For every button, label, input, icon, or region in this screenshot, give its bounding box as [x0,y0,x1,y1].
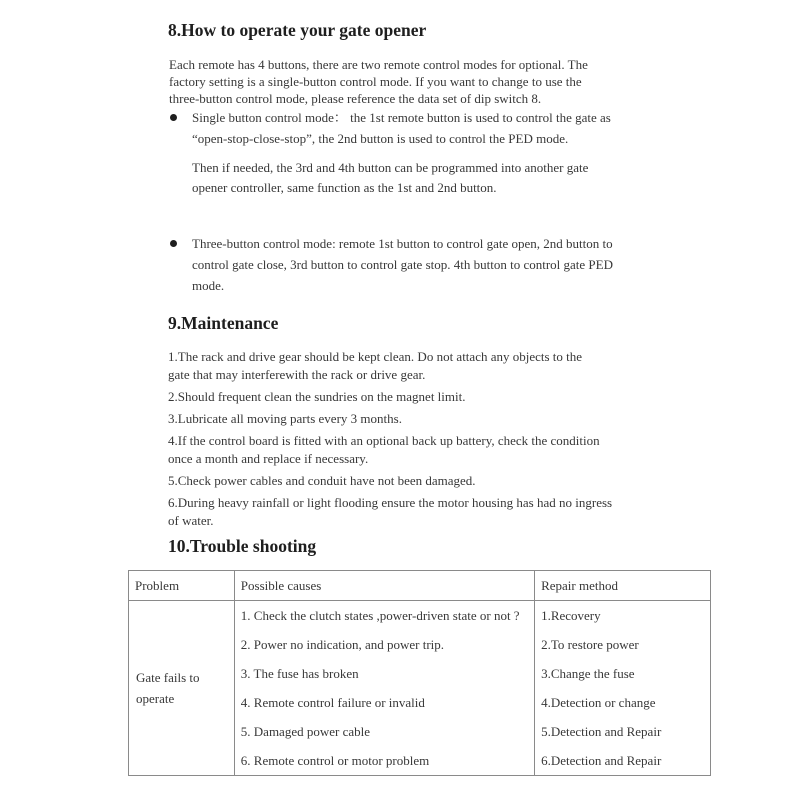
bullet-icon [170,240,177,247]
maintenance-item-1-line-2: gate that may interferewith the rack or drive gear. [168,367,426,382]
cause-item: 3. The fuse has broken [240,666,359,681]
trouble-shooting-table [128,570,711,776]
maintenance-item-6-line-1: 6.During heavy rainfall or light flooding ensure the motor housing has had no ingress [168,495,613,510]
repair-item: 1.Recovery [541,608,601,623]
header-repair-method: Repair method [535,571,711,601]
table-header-row [129,571,711,601]
bullet-2-line-1: Three-button control mode: remote 1st button to control gate open, 2nd button to [192,236,613,251]
cause-item: 5. Damaged power cable [240,724,371,739]
bullet-2-line-2: control gate close, 3rd button to control gate stop. 4th button to control gate PED [192,257,613,272]
bullet-icon [170,114,177,121]
repair-item: 5.Detection and Repair [541,724,662,739]
header-possible-causes: Possible causes [234,571,534,601]
intro-line-2: factory setting is a single-button control mode. If you want to change to use the [169,74,582,89]
maintenance-item-4-line-2: once a month and replace if necessary. [168,451,369,466]
bullet-1-line-4: opener controller, same function as the 1st and 2nd button. [192,180,497,195]
repair-item: 4.Detection or change [541,695,656,710]
bullet-2-line-3: mode. [192,278,225,293]
table-row [129,601,711,776]
section-9-heading: 9.Maintenance [168,313,279,333]
repair-item: 6.Detection and Repair [541,753,662,768]
bullet-1-line-2: “open-stop-close-stop”, the 2nd button is used to control the PED mode. [192,131,569,146]
bullet-1-line-1: Single button control mode： the 1st remote button is used to control the gate as [192,110,611,125]
cause-item: 6. Remote control or motor problem [240,753,430,768]
header-problem: Problem [129,571,235,601]
intro-line-3: three-button control mode, please reference the data set of dip switch 8. [169,91,542,106]
maintenance-item-4-line-1: 4.If the control board is fitted with an optional back up battery, check the condition [168,433,600,448]
cause-item: 1. Check the clutch states ,power-driven state or not ? [240,608,520,623]
problem-line-1: Gate fails to [136,670,200,685]
causes-cell [234,601,534,776]
problem-line-2: operate [136,691,175,706]
section-10-heading: 10.Trouble shooting [168,536,317,556]
problem-cell [129,601,235,776]
repairs-cell [535,601,711,776]
maintenance-item-5: 5.Check power cables and conduit have not been damaged. [168,473,476,488]
maintenance-item-6-line-2: of water. [168,513,214,528]
repair-item: 3.Change the fuse [541,666,635,681]
cause-item: 2. Power no indication, and power trip. [240,637,445,652]
section-8-heading: 8.How to operate your gate opener [168,20,427,40]
repair-item: 2.To restore power [541,637,639,652]
intro-line-1: Each remote has 4 buttons, there are two remote control modes for optional. The [169,57,588,72]
maintenance-item-3: 3.Lubricate all moving parts every 3 months. [168,411,402,426]
maintenance-item-1-line-1: 1.The rack and drive gear should be kept clean. Do not attach any objects to the [168,349,583,364]
bullet-1-line-3: Then if needed, the 3rd and 4th button can be programmed into another gate [192,160,589,175]
maintenance-item-2: 2.Should frequent clean the sundries on the magnet limit. [168,389,466,404]
cause-item: 4. Remote control failure or invalid [240,695,425,710]
